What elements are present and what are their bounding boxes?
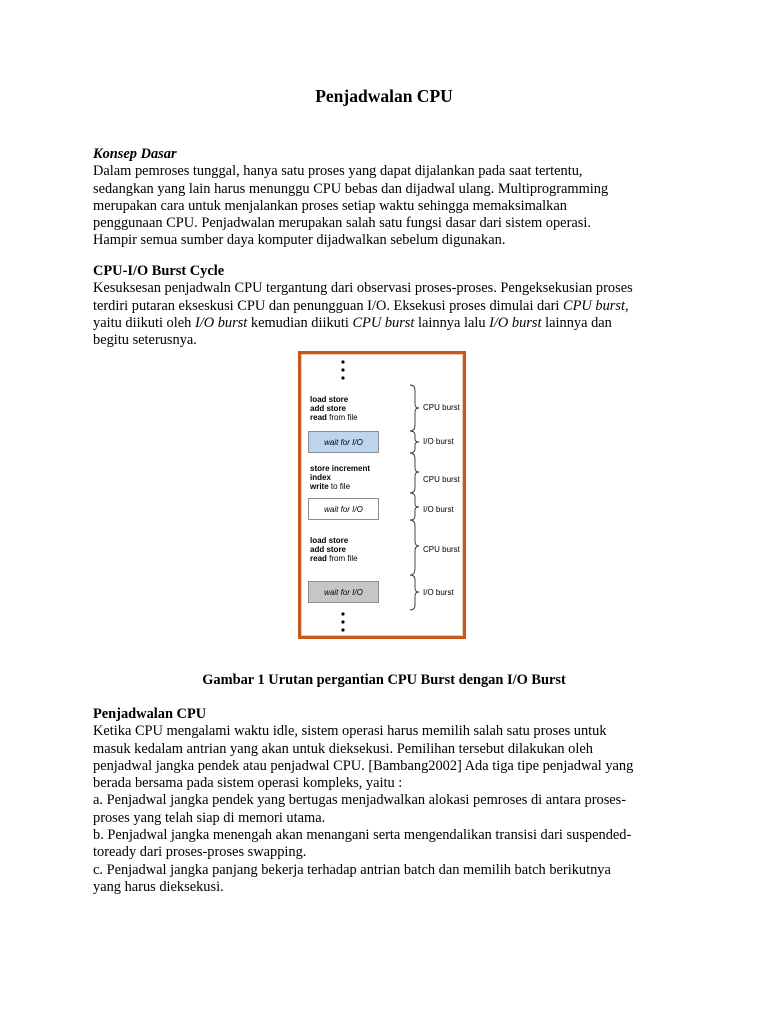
instruction-group-1 (310, 395, 358, 422)
section-heading: CPU-I/O Burst Cycle (93, 263, 225, 279)
paragraph-line: masuk kedalam antrian yang akan untuk dieksekusi. Pemilihan tersebut dilakukan oleh (93, 740, 593, 757)
emphasis-text: I/O burst (194, 314, 248, 331)
text-run: terdiri putaran ekseskusi CPU dan penungguan I/O. Eksekusi proses dimulai dari (93, 297, 564, 314)
figure-caption: Gambar 1 Urutan pergantian CPU Burst dengan I/O Burst (202, 672, 566, 688)
braces (410, 385, 419, 610)
instruction-line: add store (310, 545, 347, 554)
paragraph-line: penggunaan CPU. Penjadwalan merupakan salah satu fungsi dasar dari sistem operasi. (93, 215, 591, 232)
wait-box-3: wait for I/O (308, 581, 379, 603)
burst-label-io: I/O burst (423, 588, 454, 597)
section-konsep-dasar (93, 146, 693, 250)
paragraph-line: begitu seterusnya. (93, 332, 197, 349)
instruction-line (310, 482, 370, 491)
burst-label-cpu: CPU burst (423, 475, 460, 484)
ellipsis-dots-bottom (341, 612, 344, 631)
instruction-line: load store (310, 395, 349, 404)
instruction-group-3 (310, 536, 358, 563)
burst-label-cpu: CPU burst (423, 545, 460, 554)
list-item: a. Penjadwal jangka pendek yang bertugas menjadwalkan alokasi pemroses di antara proses- (93, 792, 627, 809)
instruction-group-2 (310, 464, 370, 491)
text-run: yaitu diikuti oleh (93, 314, 195, 331)
section-penjadwalan (93, 706, 693, 896)
burst-label-io: I/O burst (423, 505, 454, 514)
text-run: lainnya lalu (414, 314, 490, 331)
section-burst-cycle (93, 263, 693, 349)
instruction-line: add store (310, 404, 347, 413)
instruction-rest: from file (326, 554, 358, 563)
instruction-line (310, 554, 358, 563)
instruction-keyword: write (310, 482, 329, 491)
section-heading: Penjadwalan CPU (93, 706, 207, 722)
instruction-rest: to file (328, 482, 351, 491)
emphasis-text: I/O burst (489, 314, 542, 331)
wait-box-1: wait for I/O (308, 431, 379, 453)
burst-label-cpu: CPU burst (423, 403, 460, 412)
list-item-continuation: yang harus dieksekusi. (93, 878, 224, 895)
paragraph-line: berada bersama pada sistem operasi kompleks, yaitu : (93, 775, 403, 792)
burst-label-io: I/O burst (423, 437, 454, 446)
instruction-line: index (310, 473, 331, 482)
paragraph-line: Ketika CPU mengalami waktu idle, sistem operasi harus memilih salah satu proses untuk (93, 723, 607, 740)
instruction-line: store increment (310, 464, 371, 473)
text-run: lainnya dan (541, 314, 612, 331)
emphasis-text: CPU burst, (563, 297, 629, 314)
paragraph-line: merupakan cara untuk menjalankan proses setiap waktu sehingga memaksimalkan (93, 197, 567, 214)
list-item: c. Penjadwal jangka panjang bekerja terhadap antrian batch dan memilih batch berikutnya (93, 861, 611, 878)
section-heading: Konsep Dasar (93, 146, 177, 162)
paragraph-line: penjadwal jangka pendek atau penjadwal CPU. [Bambang2002] Ada tiga tipe penjadwal yang (93, 757, 634, 774)
paragraph-line: Hampir semua sumber daya komputer dijadwalkan sebelum digunakan. (93, 232, 506, 249)
instruction-keyword: read (310, 554, 327, 563)
burst-cycle-figure (298, 351, 466, 639)
ellipsis-dots-top (341, 360, 344, 379)
paragraph-line: Dalam pemroses tunggal, hanya satu proses yang dapat dijalankan pada saat tertentu, (93, 163, 583, 180)
instruction-line: load store (310, 536, 349, 545)
list-item-continuation: proses yang telah siap di memori utama. (93, 809, 326, 826)
paragraph-line: Kesuksesan penjadwaln CPU tergantung dari observasi proses-proses. Pengeksekusian proses (93, 280, 633, 297)
page-title: Penjadwalan CPU (315, 86, 453, 106)
wait-box-2: wait for I/O (308, 498, 379, 520)
list-item-continuation: toready dari proses-proses swapping. (93, 844, 307, 861)
paragraph-line (93, 298, 693, 315)
list-item: b. Penjadwal jangka menengah akan menangani serta mengendalikan transisi dari suspended- (93, 827, 632, 844)
instruction-rest: from file (326, 413, 358, 422)
figure-canvas (301, 354, 463, 636)
instruction-keyword: read (310, 413, 327, 422)
instruction-line (310, 413, 358, 422)
paragraph-line (93, 315, 693, 332)
paragraph-line: sedangkan yang lain harus menunggu CPU bebas dan dijadwal ulang. Multiprogramming (93, 180, 609, 197)
emphasis-text: CPU burst (352, 314, 415, 331)
text-run: kemudian diikuti (247, 314, 353, 331)
